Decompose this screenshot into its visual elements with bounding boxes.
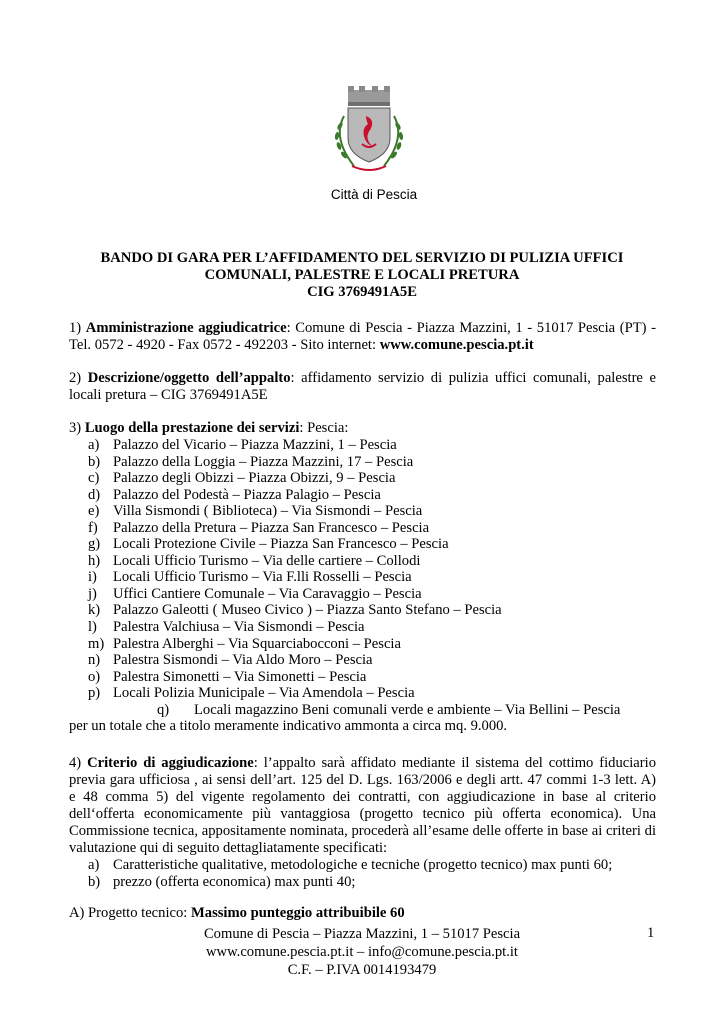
list-item-letter: c) bbox=[88, 470, 100, 487]
list-item bbox=[69, 636, 656, 653]
list-item-letter: k) bbox=[88, 602, 101, 619]
list-item-letter: j) bbox=[88, 585, 97, 602]
list-item-text: Villa Sismondi ( Biblioteca) – Via Sismondi – Pescia bbox=[113, 503, 423, 520]
list-item-text: Locali Protezione Civile – Piazza San Francesco – Pescia bbox=[113, 536, 449, 553]
page-number: 1 bbox=[647, 925, 655, 941]
section-4-line: Commissione tecnica, appositamente nominata, procederà all’esame delle offerte in base ai criteri di bbox=[69, 823, 656, 839]
criteria-list bbox=[69, 857, 656, 890]
section-1 bbox=[69, 320, 656, 354]
list-item bbox=[69, 487, 656, 504]
section-1-line-1: 1) Amministrazione aggiudicatrice: Comune di Pescia - Piazza Mazzini, 1 - 51017 Pescia (PT) - bbox=[69, 320, 656, 336]
section-4-line: dell‘offerta economicamente più vantaggiosa (progetto tecnico più offerta economica). Una bbox=[69, 806, 656, 822]
section-a bbox=[69, 905, 656, 922]
section-4-line: previa gara ufficiosa , ai sensi dell’art. 125 del D. Lgs. 163/2006 e degli artt. 47 commi 1-3 lett. A) bbox=[69, 772, 656, 788]
list-item bbox=[69, 602, 656, 619]
list-item bbox=[69, 874, 656, 891]
list-item bbox=[69, 685, 656, 702]
list-item-text: Palazzo Galeotti ( Museo Civico ) – Piazza Santo Stefano – Pescia bbox=[113, 602, 502, 619]
section-2-line-2: locali pretura – CIG 3769491A5E bbox=[69, 387, 268, 403]
list-item-text: Palestra Alberghi – Via Squarciabocconi – Pescia bbox=[113, 635, 401, 652]
list-item bbox=[69, 470, 656, 487]
list-item bbox=[69, 569, 656, 586]
section-label: Criterio di aggiudicazione bbox=[87, 755, 254, 771]
list-item-letter: i) bbox=[88, 569, 97, 586]
footer-address: Comune di Pescia – Piazza Mazzini, 1 – 51017 Pescia bbox=[203, 926, 521, 942]
list-item bbox=[69, 619, 656, 636]
list-item bbox=[69, 503, 656, 520]
section-label: Luogo della prestazione dei servizi bbox=[84, 420, 300, 436]
list-item-letter: f) bbox=[88, 519, 98, 536]
title-line: COMUNALI, PALESTRE E LOCALI PRETURA bbox=[204, 267, 520, 283]
page-footer bbox=[60, 925, 664, 979]
title-line: CIG 3769491A5E bbox=[307, 284, 417, 300]
list-item-text: Palazzo della Loggia – Piazza Mazzini, 17 – Pescia bbox=[113, 453, 414, 470]
website-link[interactable]: www.comune.pescia.pt.it bbox=[379, 337, 534, 353]
list-item-letter: h) bbox=[88, 552, 101, 569]
list-item-letter: l) bbox=[88, 619, 97, 636]
section-4-line: e 48 comma 5) del vigente regolamento dei contratti, con aggiudicazione in base al criterio bbox=[69, 789, 656, 805]
footer-vat: C.F. – P.IVA 0014193479 bbox=[287, 962, 437, 978]
list-item bbox=[69, 536, 656, 553]
list-item-letter: a) bbox=[88, 437, 100, 453]
list-item-text: Caratteristiche qualitative, metodologiche e tecniche (progetto tecnico) max punti 60; bbox=[113, 857, 613, 873]
list-item bbox=[69, 857, 656, 874]
section-2 bbox=[69, 370, 656, 404]
list-item-text: Locali magazzino Beni comunali verde e ambiente – Via Bellini – Pescia bbox=[194, 701, 621, 718]
list-item bbox=[69, 553, 656, 570]
title-line: BANDO DI GARA PER L’AFFIDAMENTO DEL SERVIZIO DI PULIZIA UFFICI bbox=[100, 250, 624, 266]
document-title bbox=[60, 250, 664, 301]
section-3 bbox=[69, 420, 656, 735]
list-item-letter: n) bbox=[88, 652, 101, 669]
list-item-letter: b) bbox=[88, 453, 101, 470]
list-item bbox=[69, 652, 656, 669]
list-item bbox=[69, 702, 656, 719]
list-item-text: Palestra Sismondi – Via Aldo Moro – Pescia bbox=[113, 652, 373, 669]
locations-list bbox=[69, 437, 656, 718]
list-item bbox=[69, 669, 656, 686]
list-item bbox=[69, 437, 656, 454]
section-4-line: valutazione qui di seguito dettagliatamente specificati: bbox=[69, 840, 388, 856]
list-item-text: Locali Ufficio Turismo – Via F.lli Rosselli – Pescia bbox=[113, 569, 412, 586]
list-item bbox=[69, 520, 656, 537]
section-4 bbox=[69, 755, 656, 890]
list-item-text: Palazzo del Vicario – Piazza Mazzini, 1 – Pescia bbox=[113, 437, 397, 453]
list-item-text: Palazzo della Pretura – Piazza San Francesco – Pescia bbox=[113, 519, 430, 536]
list-item-text: Palestra Valchiusa – Via Sismondi – Pescia bbox=[113, 619, 365, 636]
list-item-letter: p) bbox=[88, 685, 101, 702]
footer-contacts: www.comune.pescia.pt.it – info@comune.pescia.pt.it bbox=[206, 944, 518, 960]
list-item-text: Locali Polizia Municipale – Via Amendola – Pescia bbox=[113, 685, 415, 702]
section-3-total: per un totale che a titolo meramente indicativo ammonta a circa mq. 9.000. bbox=[69, 718, 508, 735]
list-item-letter: b) bbox=[88, 873, 101, 890]
list-item-letter: g) bbox=[88, 536, 101, 553]
logo-caption: Città di Pescia bbox=[330, 187, 418, 202]
list-item-letter: d) bbox=[88, 486, 101, 503]
section-4-line: 4) Criterio di aggiudicazione: l’appalto sarà affidato mediante il sistema del cottimo fiduciario bbox=[69, 755, 656, 771]
list-item-text: prezzo (offerta economica) max punti 40; bbox=[113, 873, 356, 890]
list-item-text: Palazzo del Podestà – Piazza Palagio – Pescia bbox=[113, 486, 381, 503]
section-3-heading: 3) Luogo della prestazione dei servizi: Pescia: bbox=[69, 420, 349, 436]
section-label: Descrizione/oggetto dell’appalto bbox=[87, 370, 291, 386]
section-1-line-2: Tel. 0572 - 4920 - Fax 0572 - 492203 - Sito internet: www.comune.pescia.pt.it bbox=[69, 337, 534, 353]
list-item-letter: o) bbox=[88, 668, 101, 685]
section-a-line: A) Progetto tecnico: Massimo punteggio attribuibile 60 bbox=[69, 905, 405, 921]
list-item-letter: m) bbox=[88, 635, 105, 652]
list-item-letter: a) bbox=[88, 857, 100, 873]
list-item-letter: e) bbox=[88, 503, 100, 520]
list-item bbox=[69, 454, 656, 471]
section-2-line-1: 2) Descrizione/oggetto dell’appalto: affidamento servizio di pulizia uffici comunali, palestre e bbox=[69, 370, 656, 386]
list-item-text: Palazzo degli Obizzi – Piazza Obizzi, 9 – Pescia bbox=[113, 470, 396, 487]
section-label: Amministrazione aggiudicatrice bbox=[85, 320, 287, 336]
list-item bbox=[69, 586, 656, 603]
list-item-text: Palestra Simonetti – Via Simonetti – Pescia bbox=[113, 668, 367, 685]
list-item-text: Uffici Cantiere Comunale – Via Caravaggio – Pescia bbox=[113, 585, 422, 602]
list-item-text: Locali Ufficio Turismo – Via delle cartiere – Collodi bbox=[113, 552, 421, 569]
list-item-letter: q) bbox=[157, 701, 170, 718]
